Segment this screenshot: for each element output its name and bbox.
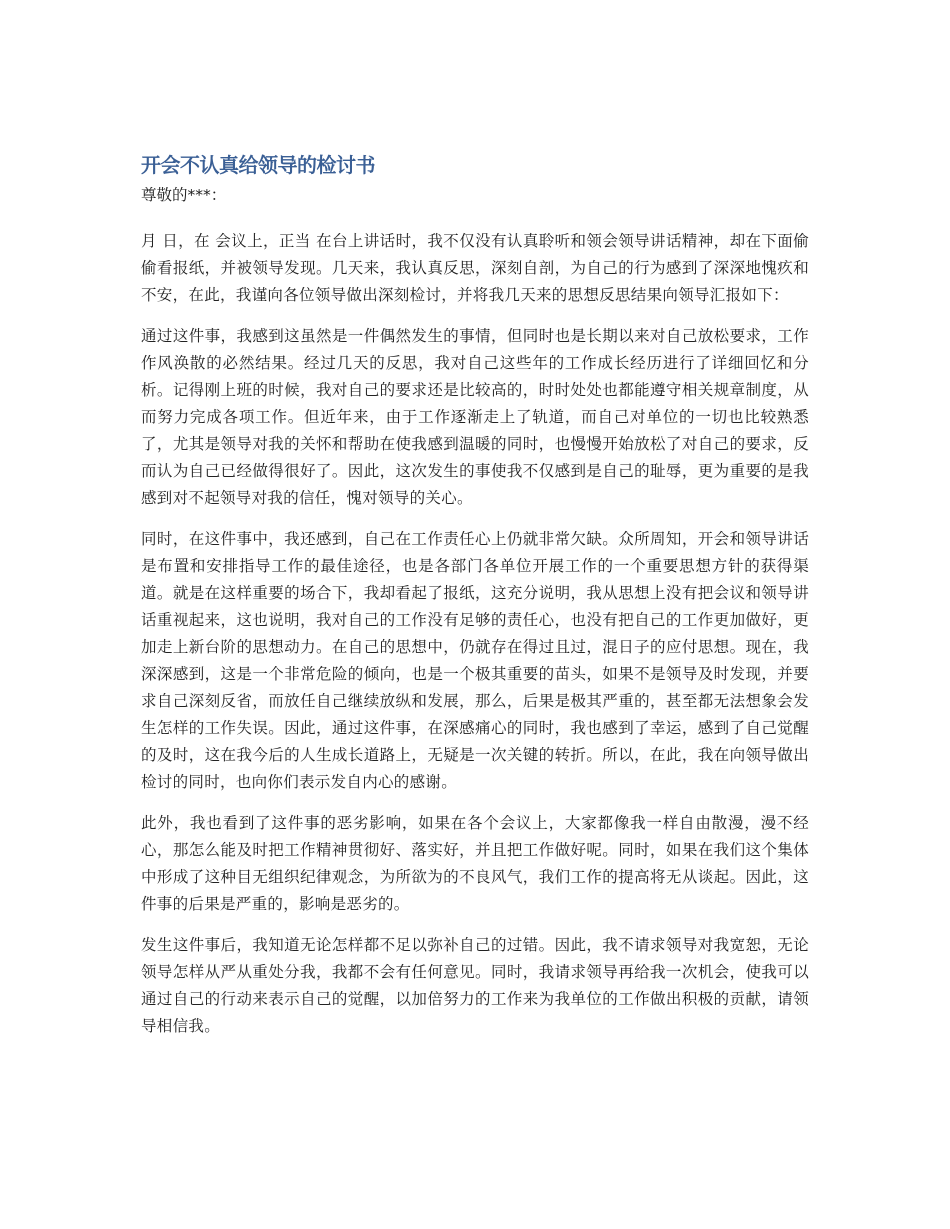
paragraph-1: 月 日，在 会议上，正当 在台上讲话时，我不仅没有认真聆听和领会领导讲话精神，却在下面偷偷看报纸，并被领导发现。几天来，我认真反思，深刻自剖，为自己的行为感到了深深地愧疚和不安，在此，我谨向各位领导做出深刻检讨，并将我几天来的思想反思结果向领导汇报如下： xyxy=(141,232,809,304)
paragraph-3: 同时，在这件事中，我还感到，自己在工作责任心上仍就非常欠缺。众所周知，开会和领导讲话是布置和安排指导工作的最佳途径，也是各部门各单位开展工作的一个重要思想方针的获得渠道。就是在这样重要的场合下，我却看起了报纸，这充分说明，我从思想上没有把会议和领导讲话重视起来，这也说明，我对自己的工作没有足够的责任心，也没有把自己的工作更加做好，更加走上新台阶的思想动力。在自己的思想中，仍就存在得过且过，混日子的应付思想。现在，我深深感到，这是一个非常危险的倾向，也是一个极其重要的苗头，如果不是领导及时发现，并要求自己深刻反省，而放任自己继续放纵和发展，那么，后果是极其严重的，甚至都无法想象会发生怎样的工作失误。因此，通过这件事，在深感痛心的同时，我也感到了幸运，感到了自己觉醒的及时，这在我今后的人生成长道路上，无疑是一次关键的转折。所以，在此，我在向领导做出检讨的同时，也向你们表示发自内心的感谢。 xyxy=(141,530,809,791)
document-body xyxy=(141,150,809,1040)
salutation: 尊敬的***： xyxy=(141,186,227,204)
paragraph-2: 通过这件事，我感到这虽然是一件偶然发生的事情，但同时也是长期以来对自己放松要求，工作作风涣散的必然结果。经过几天的反思，我对自己这些年的工作成长经历进行了详细回忆和分析。记得刚上班的时候，我对自己的要求还是比较高的，时时处处也都能遵守相关规章制度，从而努力完成各项工作。但近年来，由于工作逐渐走上了轨道，而自己对单位的一切也比较熟悉了，尤其是领导对我的关怀和帮助在使我感到温暖的同时，也慢慢开始放松了对自己的要求，反而认为自己已经做得很好了。因此，这次发生的事使我不仅感到是自己的耻辱，更为重要的是我感到对不起领导对我的信任，愧对领导的关心。 xyxy=(141,327,809,507)
paragraph-5: 发生这件事后，我知道无论怎样都不足以弥补自己的过错。因此，我不请求领导对我宽恕，无论领导怎样从严从重处分我，我都不会有任何意见。同时，我请求领导再给我一次机会，使我可以通过自己的行动来表示自己的觉醒，以加倍努力的工作来为我单位的工作做出积极的贡献，请领导相信我。 xyxy=(141,936,809,1035)
document-title: 开会不认真给领导的检讨书 xyxy=(141,153,375,177)
paragraph-4: 此外，我也看到了这件事的恶劣影响，如果在各个会议上，大家都像我一样自由散漫，漫不经心，那怎么能及时把工作精神贯彻好、落实好，并且把工作做好呢。同时，如果在我们这个集体中形成了这种目无组织纪律观念，为所欲为的不良风气，我们工作的提高将无从谈起。因此，这件事的后果是严重的，影响是恶劣的。 xyxy=(141,814,809,913)
